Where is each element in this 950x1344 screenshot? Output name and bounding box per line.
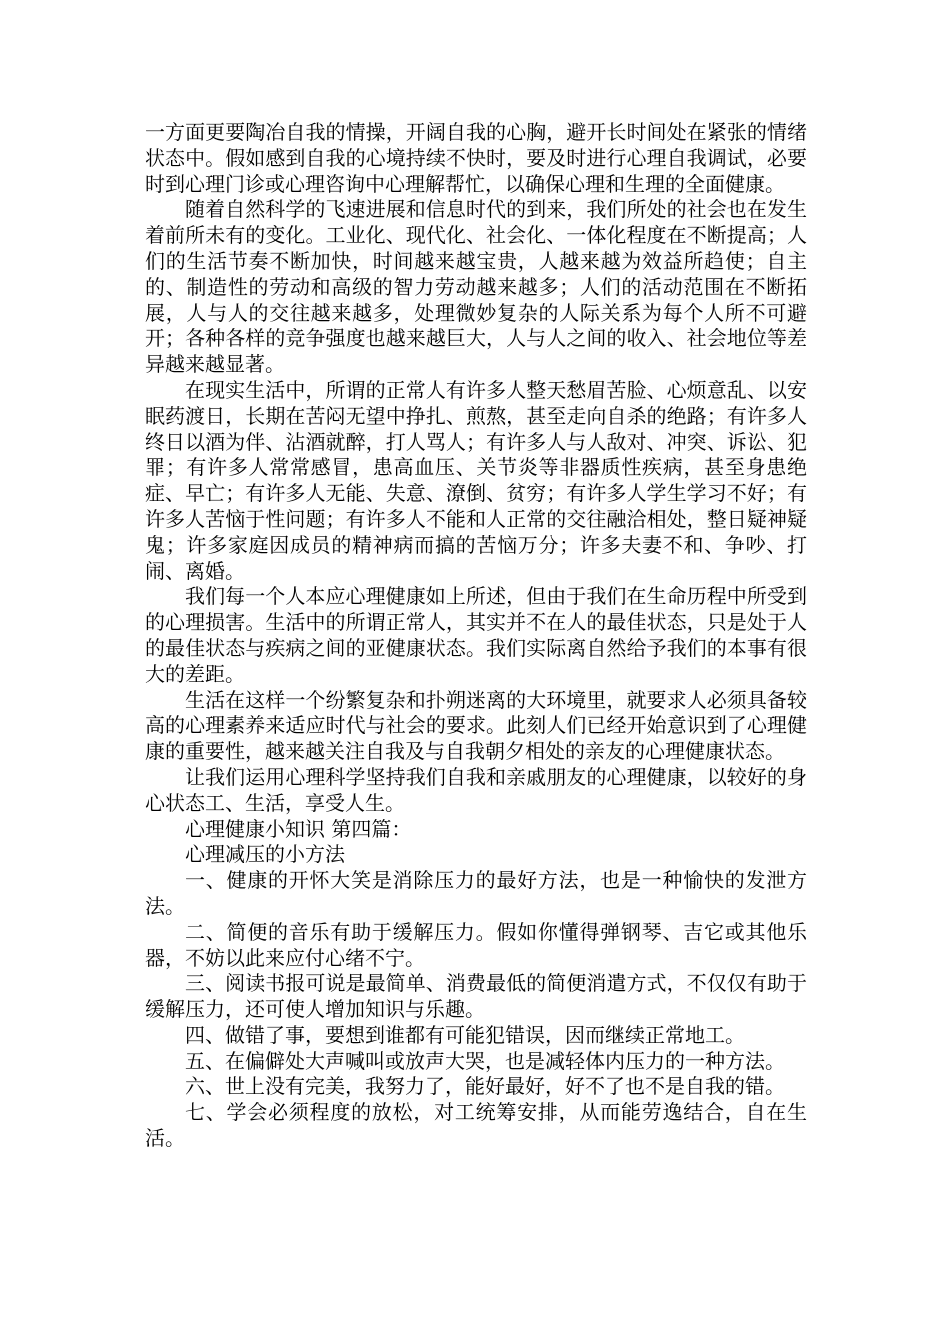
paragraph-5: 生活在这样一个纷繁复杂和扑朔迷离的大环境里，就要求人必须具备较高的心理素养来适应时代与社会的要求。此刻人们已经开始意识到了心理健康的重要性，越来越关注自我及与自我朝夕相处的亲友的心理健康状态。 (145, 687, 807, 764)
paragraph-4: 我们每一个人本应心理健康如上所述，但由于我们在生命历程中所受到的心理损害。生活中的所谓正常人，其实并不在人的最佳状态，只是处于人的最佳状态与疾病之间的亚健康状态。我们实际离自然给予我们的本事有很大的差距。 (145, 584, 807, 686)
document-page (145, 120, 807, 1152)
section-heading: 心理健康小知识 第四篇： (185, 816, 412, 841)
tip-item: 三、阅读书报可说是最简单、消费最低的简便消遣方式，不仅仅有助于缓解压力，还可使人增加知识与乐趣。 (145, 971, 807, 1022)
paragraph-3: 在现实生活中，所谓的正常人有许多人整天愁眉苦脸、心烦意乱、以安眠药渡日，长期在苦闷无望中挣扎、煎熬，甚至走向自杀的绝路；有许多人终日以酒为伴、沾酒就醉，打人骂人；有许多人与人敌对、冲突、诉讼、犯罪；有许多人常常感冒，患高血压、关节炎等非器质性疾病，甚至身患绝症、早亡；有许多人无能、失意、潦倒、贫穷；有许多人学生学习不好；有许多人苦恼于性问题；有许多人不能和人正常的交往融洽相处，整日疑神疑鬼；许多家庭因成员的精神病而搞的苦恼万分；许多夫妻不和、争吵、打闹、离婚。 (145, 377, 807, 583)
paragraph-6: 让我们运用心理科学坚持我们自我和亲戚朋友的心理健康，以较好的身心状态工、生活，享受人生。 (145, 764, 807, 815)
tip-item: 二、简便的音乐有助于缓解压力。假如你懂得弹钢琴、吉它或其他乐器，不妨以此来应付心绪不宁。 (145, 919, 807, 970)
section-subheading: 心理减压的小方法 (185, 842, 345, 867)
paragraph-1: 一方面更要陶冶自我的情操，开阔自我的心胸，避开长时间处在紧张的情绪状态中。假如感到自我的心境持续不快时，要及时进行心理自我调试，必要时到心理门诊或心理咨询中心理解帮忙，以确保心理和生理的全面健康。 (145, 120, 807, 196)
tip-item: 六、世上没有完美，我努力了，能好最好，好不了也不是自我的错。 (185, 1074, 785, 1099)
tip-item: 一、健康的开怀大笑是消除压力的最好方法，也是一种愉快的发泄方法。 (145, 868, 807, 918)
tip-item: 五、在偏僻处大声喊叫或放声大哭，也是减轻体内压力的一种方法。 (185, 1048, 785, 1073)
paragraph-2: 随着自然科学的飞速进展和信息时代的到来，我们所处的社会也在发生着前所未有的变化。工业化、现代化、社会化、一体化程度在不断提高；人们的生活节奏不断加快，时间越来越宝贵，人越来越为效益所趋使；自主的、制造性的劳动和高级的智力劳动越来越多；人们的活动范围在不断拓展，人与人的交往越来越多，处理微妙复杂的人际关系为每个人所不可避开；各种各样的竞争强度也越来越巨大，人与人之间的收入、社会地位等差异越来越显著。 (145, 197, 807, 377)
tip-item: 七、学会必须程度的放松，对工统筹安排，从而能劳逸结合，自在生活。 (145, 1100, 807, 1151)
tip-item: 四、做错了事，要想到谁都有可能犯错误，因而继续正常地工。 (185, 1022, 745, 1047)
